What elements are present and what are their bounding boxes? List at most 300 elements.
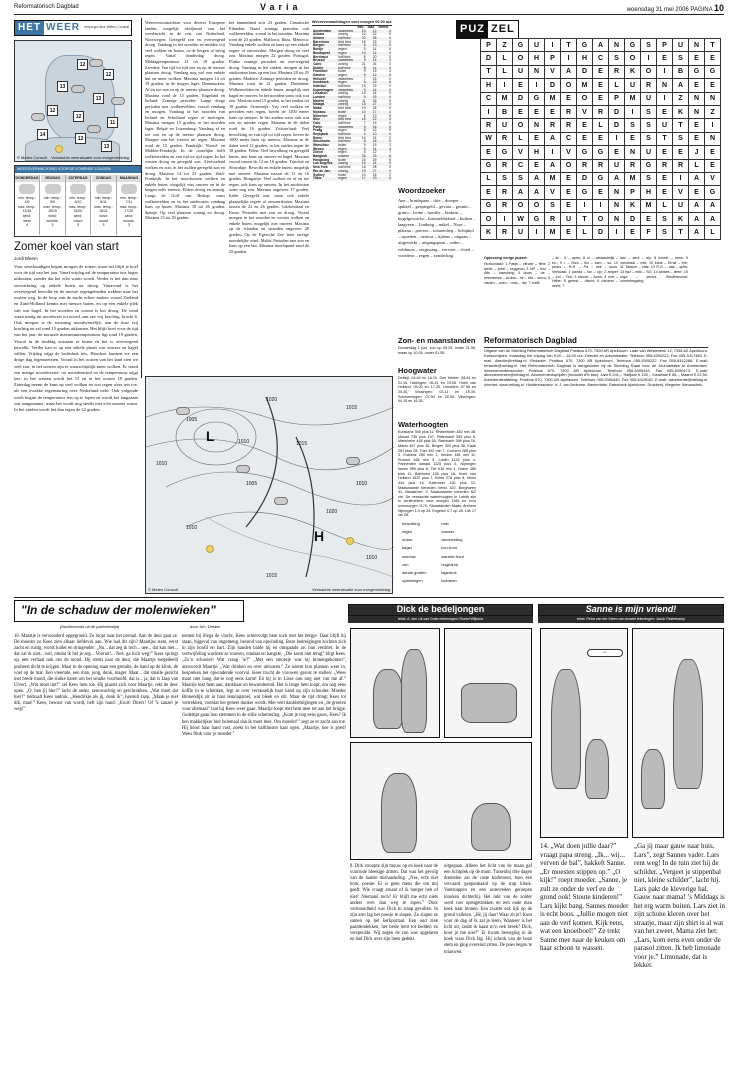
forecast-day-name: ZONDAG [92,175,116,182]
table-cell: 0 [389,76,391,81]
grid-cell: L [577,226,593,239]
grid-row [481,105,721,118]
grid-cell: S [641,132,657,145]
table-cell: buien [338,143,347,147]
cloud-icon [89,59,103,67]
weather-logo-het: HET [15,21,44,35]
isobar-label: 1015 [266,573,278,579]
cloud-icon [87,125,101,133]
grid-cell: R [497,199,513,212]
table-cell: Boedapest [312,52,337,56]
table-cell: 0 [389,106,391,111]
cloud-icon [19,184,35,194]
sun-title: Zon- en maanstanden [398,336,476,345]
table-cell: 0 [389,54,391,59]
grid-cell: A [513,186,529,199]
grid-cell: A [705,199,721,212]
table-cell: Cairo [313,61,322,66]
forecast-line: max. temp.: [43,204,62,209]
sanne-comic-panel [632,628,724,838]
grid-cell: N [705,92,721,105]
grid-cell: T [673,119,689,132]
forecast-line: 3 [102,223,105,228]
table-cell: Malta [313,106,322,111]
table-cell: 14 [361,135,366,140]
table-cell: 14 [367,67,378,71]
table-cell: 0 [389,91,391,96]
isobar-label: 1010 [186,525,198,531]
grid-cell: G [529,213,545,226]
grid-cell: A [609,172,625,185]
table-cell: 7 [389,150,391,155]
grid-cell: E [689,132,705,145]
grid-cell: P [545,52,561,65]
grid-cell: K [673,105,689,118]
grid-cell: E [593,79,609,92]
dick-text-col1: 8. Dirk stroopte zijn mouw op en keek naar de vuurrode bleekige armen. Dat was het gevolg van de laatste mishandeling. „Nee, echt niet hoor, poesie. Er is geen mens die om mij geeft. Wie vraagt ernaar of ik honger heb of niet? Niemand toch? Er blijft me echt niets anders over dan weg te lopen.” Door vermoeidheid was Dick in slaap gevallen. In zijn arm lag het poesje te slapen. Zo slapen ze samen op het kerkportaal. Een oud ziek paardendekken, het beste hem tot bedden en verspeulde. Wij zegen de zon was opgelaten en had Dick over zijn been gedekt. [350,864,438,943]
grid-cell: K [625,199,641,212]
table-cell: Rome [313,135,323,140]
table-cell: Brussel [312,59,337,63]
forecast-line: 13/18 [22,209,32,214]
grid-cell: U [641,92,657,105]
table-cell: 22 [367,118,378,122]
forecast-line: wind: [73,214,83,219]
sanne-credits: tekst: Petra van der Steen-van Amstel tekeningen: Jacob Pasterkamp [538,616,724,623]
grid-cell: P [481,39,497,52]
grid-cell: M [545,172,561,185]
grid-cell: A [705,213,721,226]
grid-cell: L [609,79,625,92]
grid-cell: G [577,146,593,159]
table-cell: regen [338,150,347,155]
table-cell: 6 [377,81,392,85]
grid-cell: E [609,146,625,159]
table-cell: Londen [312,96,337,100]
legend-row [400,553,474,559]
grid-cell: H [481,79,497,92]
table-cell: 23 [372,39,377,44]
parent-figure [551,669,581,789]
table-cell: 20 [357,37,367,41]
grid-cell: I [609,132,625,145]
grid-cell: O [481,213,497,226]
sanne-text-col2: „Ga jij maar gauw naar huis, Lars”, zegt Sannes vader. Lars rent weg! In de tuin ziet hij de schilder. „Vergeet je stippenbal niet, kleine schilder”, lacht hij. Lars pakt de kleverige bal. Gauw naar mama! ’s Middags is het erg warm buiten. Lars ziet in zijn schone kleren over het straatje, maar zijn shirt is al wat van het zweet. Mama ziet het: „Lars, kom eens even onder de parasol zitten. Ik heb limonade voor je.” Limonade, dat is lekker. [634,842,726,970]
table-cell: half bew [338,84,351,88]
table-cell: 8 [357,67,367,71]
grid-cell: E [561,199,577,212]
grid-cell: H [641,186,657,199]
table-cell: 9 [357,126,367,130]
table-cell: zwaarbew [337,89,356,93]
grid-cell: A [545,159,561,172]
low-pressure-label: L [206,428,215,444]
table-cell: 10 [367,133,378,137]
grid-cell: N [625,146,641,159]
table-cell: 0 [389,39,391,44]
legend-row [400,561,474,567]
grid-cell: E [657,172,673,185]
table-cell: 14 [367,148,378,152]
isobar-label: 1010 [366,555,378,561]
table-cell: 4 [377,148,392,152]
grid-cell: U [673,199,689,212]
netherlands-weather-map [14,40,132,162]
puzzel-logo-b: ZEL [491,23,515,35]
table-cell: 0 [377,133,392,137]
forecast-line: wind: [99,214,108,219]
grid-cell: R [593,159,609,172]
grid-cell: E [657,52,673,65]
colophon-text: Uitgave van de Stichting Reformatorisch Dagblad Postbus 670, 7300 AR Apeldoorn. Laan van Westenenk 12, 7336 AZ Apeldoorn. Kantoortijden: maandag t/m vrijdag van 9.00 – 16.00 uur. Directie en Administratie: Telefoon 055-5390222. Fax 055-5417483. E-mail: directie@refdag.nl. Redactie: Postbus 670, 7300 AR Apeldoorn. Telefoon 055-5390222. Fax 055-5412288. E-mail: redactie@refdag.nl. Het Reformatorisch Dagblad is aangesloten bij de Stichting Raad voor de Journalistiek te Amsterdam. Abonnementenservice: Postbus 670, 7300 AR Apeldoorn. Telefoon 055-5390444. Fax 055-5390473. E-mail: abonnementen@refdag.nl. Abonnementsprijzen (inclusief 6% btw): Jaar € 241,-; Halfjaar € 125,-; Kwartaal € 65,-; Maand € 22,50. Advertentieafdeling: Postbus 670, 7300 AR Apeldoorn. Telefoon 055-5390440. Fax 055-5419030. E-mail: advertentie@refdag.nl. Internet: www.refdag.nl. Hoofdredacteur: Ir. J. van Ardenne. Bankrelatie: Rabobank Apeldoorn. Drukkerij: Wegener Nieuwsdruk. [484,348,708,388]
forecast-day-name: MAANDAG [117,175,141,182]
map-temp: 13 [57,81,68,92]
table-cell: 12 [372,150,377,155]
child-figure [585,739,609,799]
grid-cell: G [481,159,497,172]
weather-logo [14,20,132,36]
legend-item: warmte-front [441,553,464,559]
table-cell: Zürich [313,150,324,155]
newspaper-name: Reformatorisch Dagblad [14,4,79,10]
grid-cell: K [625,65,641,78]
table-cell: 6 [363,150,366,155]
table-header-cell: max. [367,25,376,29]
table-cell: 0 [377,96,392,100]
grid-cell: I [577,199,593,212]
speech-bubble: ••• [587,649,623,657]
child-figure [641,749,665,809]
forecast-line: 4/9 [24,200,30,205]
dick-title: Dick de bedeljongen [396,604,485,615]
sun-icon [206,545,214,553]
cloud-icon [121,184,137,194]
table-cell: half bew [337,67,356,71]
legend-row [400,578,474,584]
grid-cell: E [641,213,657,226]
grid-row [481,39,721,52]
table-cell: regen [337,74,356,78]
grid-cell: A [561,65,577,78]
table-cell: 14 [367,59,378,63]
table-cell: 13 [372,113,377,118]
solution-col1: Horizontaal: 1 Parijs – vlinder – fietz; 2 arrek – pizzi – reggeno; 3 NP – boo – dito – Iranshing; 4 drum – de – zeemeeuw – Aruba – ne – rita – sinco; 5 visden – ovsn – mus – dic; 7 outfit [484,262,550,285]
table-cell: 6 [357,44,367,48]
grid-cell: S [641,172,657,185]
isobar-label: 1010 [356,481,368,487]
grid-cell: G [625,39,641,52]
forecast-line: wind: [124,214,134,219]
forecast-line: max. temp.: [17,204,37,209]
iso-credit: © Meteo Consult [148,586,178,592]
grid-cell: Z [705,105,721,118]
grid-row [481,159,721,172]
table-cell: zonnig [337,103,356,107]
grid-cell: I [673,172,689,185]
cloud-icon [45,184,61,194]
grid-cell: P [609,92,625,105]
grid-cell: V [673,186,689,199]
table-cell: 16 [367,126,378,130]
table-cell: Berlijn [313,47,324,52]
map-temp: 12 [75,133,86,144]
isobar-label: 1020 [266,397,278,403]
table-cell: 7 [363,120,366,125]
grid-cell: I [481,105,497,118]
man-figure [381,773,417,853]
table-cell: 6 [363,113,366,118]
table-cell: 17 [367,111,378,115]
grid-cell: N [657,79,673,92]
grid-cell: T [673,226,689,239]
table-cell: half bew [338,54,351,59]
grid-cell: L [593,119,609,132]
grid-cell: M [625,172,641,185]
grid-cell: E [513,79,529,92]
isobar-label: 1015 [296,441,308,447]
forecast-line: min. temp.: [94,195,113,200]
grid-cell: R [497,159,513,172]
grid-cell: E [561,92,577,105]
isobar-label: 1005 [246,481,258,487]
table-cell: Genève [312,74,337,78]
grid-cell: E [689,52,705,65]
table-cell: 15 [357,118,367,122]
table-cell: regen [337,81,356,85]
grid-cell: A [689,213,705,226]
legend-item: isobaren [441,578,457,584]
table-cell: Reykjavik [312,133,337,137]
grid-cell: E [625,132,641,145]
grid-cell: E [545,105,561,118]
table-cell: zonnig [337,170,356,174]
weather-logo-sub: verzorgd door Meteo Consult [84,25,130,30]
table-cell: 0 [389,32,391,37]
hoogwater-text: Delfzijl: 04.40 en 16.10, Den Helder: 08.44 en 21.15, Harlingen: 06.41 en 19.06, Hoek van Holland: 05.00 en 17.25, IJmuiden: 07.56 en 20.26, Vlissingen: 03.11 en 15.39, Scheveningen: 07.50 en 20.00, Vlissingen: 04.10 en 16.35. [398,376,476,404]
table-cell: 0 [389,61,391,66]
forecast-day-name: DONDERDAG [15,176,39,180]
legend-item: lagedruk [441,570,457,576]
table-cell: 15 [372,120,377,125]
table-cell: zonnig [338,91,348,96]
table-cell: 10 [361,172,366,177]
grid-cell: A [673,79,689,92]
forecast-line: max. temp.: [94,204,113,209]
grid-cell: U [625,79,641,92]
table-cell: Madrid [313,98,324,103]
grid-cell: A [545,132,561,145]
grid-cell: O [625,52,641,65]
table-cell: 8 [377,74,392,78]
table-cell: 0 [377,140,392,144]
grid-cell: E [689,79,705,92]
table-cell: 9 [357,59,367,63]
isobar-label: 1010 [238,439,250,445]
grid-cell: E [561,186,577,199]
table-cell: zwaarbew [337,126,356,130]
legend-item: regen [402,528,413,534]
table-cell: 26 [357,155,367,159]
grid-cell: S [657,226,673,239]
word-search-grid [480,38,721,240]
table-cell: buien [338,69,347,74]
table-cell: 0 [377,37,392,41]
legend-item: kou-front [441,545,458,551]
table-cell: 8 [363,54,366,59]
table-cell: Nice [312,118,337,122]
legend-row [400,545,474,551]
grid-cell: S [513,172,529,185]
cloud-icon [176,407,190,415]
dick-comic-panel [444,628,532,738]
grid-cell: U [513,65,529,78]
grid-cell: E [481,186,497,199]
grid-cell: D [577,172,593,185]
grid-cell: D [545,79,561,92]
grid-cell: I [641,52,657,65]
grid-cell: S [609,52,625,65]
grid-cell: R [545,213,561,226]
grid-cell: B [673,65,689,78]
grid-cell: I [561,52,577,65]
legend-item: onweer [441,528,455,534]
table-cell: 0 [377,44,392,48]
table-cell: Bordeaux [313,54,329,59]
boy-figure [471,803,511,851]
grid-cell: D [625,213,641,226]
grid-cell: R [497,226,513,239]
table-cell: Warschau [313,143,329,147]
grid-cell: V [561,146,577,159]
sanne-title: Sanne is mijn vriend! [585,604,677,615]
grid-cell: E [689,186,705,199]
table-cell: 16 [361,39,366,44]
map-temp: 14 [37,129,48,140]
table-cell: 21 [361,61,366,66]
legend-row [400,528,474,534]
grid-cell: O [513,199,529,212]
table-cell: Bangkok [312,155,337,159]
table-cell: Parijs [312,126,337,130]
grid-cell: I [529,226,545,239]
dick-credits: tekst: A. den Uil-van Golen tekeningen: Roelof Wijtsma [348,616,533,623]
table-cell: 0 [377,126,392,130]
grid-cell: S [545,199,561,212]
grid-cell: G [577,186,593,199]
serial-author: door Joh. Dekker [190,624,221,629]
grid-cell: E [673,146,689,159]
forecast-line: noord [73,218,83,223]
grid-cell: L [657,199,673,212]
table-cell: 9 [357,148,367,152]
table-cell: 4 [389,69,391,74]
grid-cell: V [577,105,593,118]
isobar-label: 1020 [326,509,338,515]
table-cell: 0 [389,84,391,88]
table-cell: buien [338,172,347,177]
grid-cell: E [593,186,609,199]
table-cell: zonnig [337,162,356,166]
table-cell: 24 [372,135,377,140]
grid-cell: F [641,226,657,239]
table-cell: Malaga [312,103,337,107]
grid-cell: Z [673,92,689,105]
isobar-label: 1005 [186,417,198,423]
grid-cell: I [593,199,609,212]
grid-cell: I [609,226,625,239]
forecast-day [66,175,91,235]
forecast-line: min. temp.: [43,195,62,200]
cloud-icon [111,97,125,105]
legend-row [400,520,474,526]
grid-cell: M [545,226,561,239]
table-cell: 5 [389,157,391,162]
table-cell: Innsbruck [312,81,337,85]
sanne-text-col1: 14. „Wat doen jullie daar?” vraagt papa streng. „Ik... wij... verven de bal”, hakkelt Sanne. „Er moesten stippen op.” „O kijk!” roept moeder. „Sanne, je zult ze onder de verf en de grond ook! Stoute kinderen!” Lars kijkt bang. Sannes moeder is echt boos. „Jullie mogen niet aan de verf komen. Kijk eens, wat een knoeiboel!” Ze trekt Sanne mee naar de keuken om haar schoon te wassen. [540,842,629,953]
solution-col3: lam – serk – alp; 8 inheet – ness; 9 nonstraal – mitt; 10 ideal – Ernst – ere; 11 Tantum – slak; 12 R.G. – das – spits; 13 fiaz – edik – SO; 14 anises – lieter; 15 roga – zenus. Sleutelwoord: zomerbegaing. [620,256,688,284]
weather-legend [398,518,476,586]
section-title: Varia [260,2,302,12]
table-header-cell: neersl. [378,25,390,29]
table-cell: 6 [389,47,391,52]
grid-cell: M [641,199,657,212]
grid-cell: H [577,52,593,65]
table-cell: 10 [361,32,366,37]
table-cell: Moskou [312,111,337,115]
table-cell: 27 [367,103,378,107]
table-cell: half bew [337,44,356,48]
table-cell: half bew [337,140,356,144]
grid-cell: O [513,119,529,132]
waterhoogten-title: Waterhoogten [398,420,449,429]
grid-cell: N [689,92,705,105]
weather-table [312,26,392,181]
map-temp: 12 [103,69,114,80]
table-cell: 5 [389,128,391,133]
grid-cell: E [561,226,577,239]
grid-cell: I [657,65,673,78]
table-cell: onweer [337,155,356,159]
table-cell: Kopenhagen [312,89,337,93]
grid-cell: A [529,186,545,199]
grid-cell: G [705,186,721,199]
grid-cell: D [609,105,625,118]
grid-cell: U [497,119,513,132]
cloud-icon [96,184,112,194]
forecast-line: 3 [77,223,79,228]
table-cell: 15 [372,69,377,74]
grid-cell: V [705,172,721,185]
grid-row [481,65,721,78]
table-cell: regen [337,177,356,181]
grid-cell: E [593,65,609,78]
table-cell: 15 [372,143,377,147]
legend-row [400,570,474,576]
colophon-title: Reformatorisch Dagblad [484,336,708,348]
grid-cell: M [577,79,593,92]
grid-cell: M [545,92,561,105]
grid-cell: Z [497,39,513,52]
grid-cell: A [529,172,545,185]
map-temp: 12 [73,111,84,122]
table-cell: Bergen [312,44,337,48]
page-date: woensdag 31 mei 2006 [626,7,689,13]
grid-cell: O [561,159,577,172]
table-cell: Amsterdam [312,30,337,34]
table-cell: 10 [357,111,367,115]
table-cell: Sydney [313,172,325,177]
table-cell: 14 [367,52,378,56]
